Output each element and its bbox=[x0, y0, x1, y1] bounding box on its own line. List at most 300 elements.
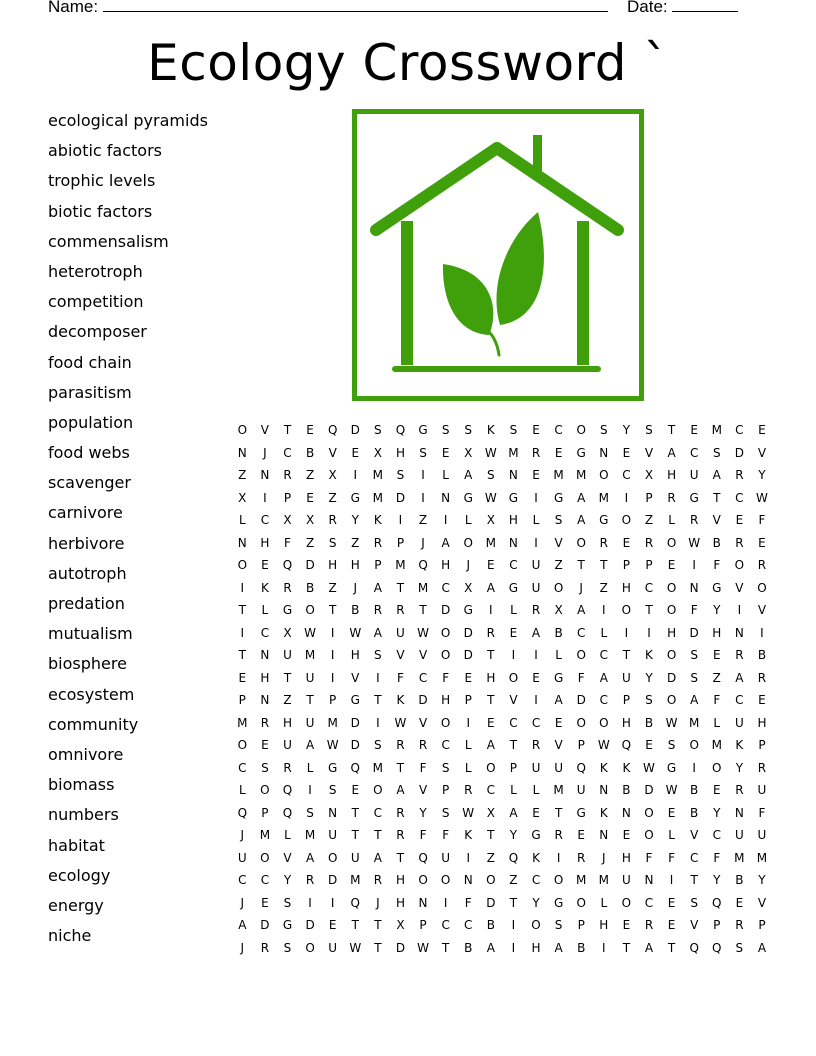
grid-letter[interactable]: O bbox=[237, 558, 248, 573]
grid-letter[interactable]: R bbox=[486, 625, 495, 640]
grid-letter[interactable]: A bbox=[509, 805, 518, 820]
grid-letter[interactable]: L bbox=[284, 828, 291, 843]
grid-letter[interactable]: K bbox=[396, 693, 405, 708]
grid-letter[interactable]: A bbox=[486, 940, 495, 955]
grid-letter[interactable]: V bbox=[735, 580, 744, 595]
grid-letter[interactable]: O bbox=[327, 850, 338, 865]
grid-letter[interactable]: G bbox=[553, 490, 564, 505]
grid-letter[interactable]: O bbox=[305, 603, 315, 618]
grid-letter[interactable]: K bbox=[622, 760, 631, 775]
grid-letter[interactable]: B bbox=[644, 715, 654, 730]
grid-letter[interactable]: I bbox=[602, 940, 606, 955]
grid-letter[interactable]: X bbox=[486, 513, 495, 528]
grid-letter[interactable]: H bbox=[531, 940, 541, 955]
grid-letter[interactable]: A bbox=[577, 513, 586, 528]
grid-letter[interactable]: I bbox=[376, 715, 380, 730]
grid-letter[interactable]: T bbox=[419, 603, 427, 618]
grid-letter[interactable]: E bbox=[735, 895, 744, 910]
grid-letter[interactable]: W bbox=[688, 535, 701, 550]
grid-letter[interactable]: X bbox=[464, 580, 473, 595]
grid-letter[interactable]: S bbox=[396, 468, 405, 483]
grid-letter[interactable]: B bbox=[690, 783, 699, 798]
grid-letter[interactable]: S bbox=[464, 423, 473, 438]
grid-letter[interactable]: U bbox=[757, 828, 767, 843]
grid-letter[interactable]: E bbox=[441, 445, 450, 460]
grid-letter[interactable]: S bbox=[419, 445, 427, 460]
grid-letter[interactable]: Y bbox=[758, 873, 766, 888]
grid-letter[interactable]: E bbox=[261, 738, 269, 753]
grid-letter[interactable]: T bbox=[306, 693, 314, 708]
grid-letter[interactable]: W bbox=[597, 738, 610, 753]
grid-letter[interactable]: I bbox=[556, 850, 561, 865]
grid-letter[interactable]: W bbox=[462, 805, 475, 820]
grid-letter[interactable]: E bbox=[645, 738, 653, 753]
grid-letter[interactable]: O bbox=[260, 850, 270, 865]
grid-letter[interactable]: M bbox=[417, 580, 429, 595]
grid-letter[interactable]: V bbox=[690, 918, 699, 933]
grid-letter[interactable]: I bbox=[602, 603, 606, 618]
grid-letter[interactable]: L bbox=[510, 603, 517, 618]
grid-letter[interactable]: U bbox=[621, 670, 631, 685]
grid-letter[interactable]: Y bbox=[758, 468, 766, 483]
grid-letter[interactable]: F bbox=[758, 513, 766, 528]
grid-letter[interactable]: B bbox=[464, 940, 473, 955]
grid-letter[interactable]: U bbox=[396, 625, 405, 640]
grid-letter[interactable]: C bbox=[486, 783, 496, 798]
grid-letter[interactable]: Q bbox=[418, 850, 428, 865]
grid-letter[interactable]: P bbox=[238, 693, 246, 708]
grid-letter[interactable]: L bbox=[600, 895, 608, 910]
grid-letter[interactable]: T bbox=[487, 828, 495, 843]
grid-letter[interactable]: Y bbox=[509, 828, 518, 843]
grid-letter[interactable]: L bbox=[464, 738, 472, 753]
grid-letter[interactable]: T bbox=[374, 940, 382, 955]
grid-letter[interactable]: I bbox=[308, 895, 312, 910]
grid-letter[interactable]: P bbox=[509, 760, 518, 775]
grid-letter[interactable]: E bbox=[577, 828, 585, 843]
grid-letter[interactable]: G bbox=[463, 603, 473, 618]
grid-letter[interactable]: A bbox=[486, 580, 495, 595]
grid-letter[interactable]: W bbox=[484, 490, 497, 505]
grid-letter[interactable]: G bbox=[553, 670, 564, 685]
grid-letter[interactable]: V bbox=[328, 445, 337, 460]
grid-letter[interactable]: S bbox=[645, 423, 653, 438]
grid-letter[interactable]: I bbox=[489, 603, 493, 618]
grid-letter[interactable]: B bbox=[690, 805, 699, 820]
grid-letter[interactable]: Y bbox=[351, 513, 359, 528]
grid-letter[interactable]: R bbox=[599, 535, 608, 550]
grid-letter[interactable]: L bbox=[600, 625, 608, 640]
grid-letter[interactable]: S bbox=[487, 468, 495, 483]
grid-letter[interactable]: R bbox=[644, 918, 654, 933]
grid-letter[interactable]: T bbox=[622, 648, 631, 663]
grid-letter[interactable]: H bbox=[486, 670, 496, 685]
grid-letter[interactable]: R bbox=[531, 603, 541, 618]
grid-letter[interactable]: O bbox=[440, 873, 451, 888]
grid-letter[interactable]: W bbox=[349, 625, 362, 640]
grid-letter[interactable]: M bbox=[576, 873, 587, 888]
grid-letter[interactable]: R bbox=[260, 940, 270, 955]
grid-letter[interactable]: C bbox=[441, 738, 450, 753]
grid-letter[interactable]: G bbox=[712, 580, 722, 595]
grid-letter[interactable]: R bbox=[757, 760, 767, 775]
grid-letter[interactable]: O bbox=[666, 693, 677, 708]
grid-letter[interactable]: H bbox=[667, 468, 677, 483]
grid-letter[interactable]: O bbox=[576, 535, 586, 550]
grid-letter[interactable]: M bbox=[576, 468, 587, 483]
grid-letter[interactable]: O bbox=[553, 873, 564, 888]
grid-letter[interactable]: E bbox=[306, 423, 314, 438]
grid-letter[interactable]: R bbox=[757, 670, 767, 685]
grid-letter[interactable]: S bbox=[374, 423, 382, 438]
name-line[interactable] bbox=[103, 0, 608, 12]
grid-letter[interactable]: L bbox=[532, 513, 540, 528]
grid-letter[interactable]: B bbox=[554, 625, 563, 640]
grid-letter[interactable]: U bbox=[531, 580, 541, 595]
grid-letter[interactable]: I bbox=[443, 895, 448, 910]
grid-letter[interactable]: N bbox=[260, 693, 270, 708]
grid-letter[interactable]: O bbox=[576, 423, 586, 438]
grid-letter[interactable]: Q bbox=[576, 760, 586, 775]
grid-letter[interactable]: C bbox=[509, 558, 518, 573]
grid-letter[interactable]: O bbox=[621, 603, 632, 618]
grid-letter[interactable]: H bbox=[621, 850, 631, 865]
grid-letter[interactable]: W bbox=[665, 715, 678, 730]
grid-letter[interactable]: A bbox=[690, 693, 699, 708]
grid-letter[interactable]: H bbox=[260, 670, 270, 685]
grid-letter[interactable]: H bbox=[282, 715, 292, 730]
grid-letter[interactable]: C bbox=[554, 423, 563, 438]
grid-letter[interactable]: D bbox=[328, 873, 338, 888]
grid-letter[interactable]: L bbox=[238, 783, 246, 798]
grid-letter[interactable]: S bbox=[690, 670, 698, 685]
grid-letter[interactable]: R bbox=[396, 805, 405, 820]
grid-letter[interactable]: M bbox=[350, 873, 361, 888]
grid-letter[interactable]: N bbox=[260, 468, 270, 483]
grid-letter[interactable]: S bbox=[712, 445, 721, 460]
grid-letter[interactable]: O bbox=[666, 648, 677, 663]
grid-letter[interactable]: M bbox=[553, 783, 564, 798]
grid-letter[interactable]: F bbox=[442, 828, 450, 843]
grid-letter[interactable]: V bbox=[644, 445, 654, 460]
grid-letter[interactable]: E bbox=[712, 783, 721, 798]
grid-letter[interactable]: R bbox=[396, 603, 405, 618]
grid-letter[interactable]: P bbox=[419, 918, 427, 933]
grid-letter[interactable]: R bbox=[735, 468, 744, 483]
grid-letter[interactable]: M bbox=[598, 873, 609, 888]
grid-letter[interactable]: S bbox=[645, 693, 653, 708]
grid-letter[interactable]: T bbox=[509, 895, 518, 910]
grid-letter[interactable]: M bbox=[598, 490, 609, 505]
grid-letter[interactable]: A bbox=[441, 535, 450, 550]
grid-letter[interactable]: R bbox=[283, 580, 292, 595]
grid-letter[interactable]: O bbox=[237, 738, 248, 753]
grid-letter[interactable]: O bbox=[440, 648, 451, 663]
grid-letter[interactable]: O bbox=[666, 535, 677, 550]
grid-letter[interactable]: X bbox=[328, 468, 337, 483]
grid-letter[interactable]: B bbox=[351, 603, 360, 618]
grid-letter[interactable]: D bbox=[350, 715, 360, 730]
grid-letter[interactable]: R bbox=[373, 535, 383, 550]
grid-letter[interactable]: D bbox=[305, 558, 315, 573]
grid-letter[interactable]: U bbox=[734, 715, 744, 730]
grid-letter[interactable]: D bbox=[418, 693, 428, 708]
grid-letter[interactable]: I bbox=[534, 490, 538, 505]
grid-letter[interactable]: O bbox=[418, 873, 428, 888]
grid-letter[interactable]: A bbox=[554, 693, 563, 708]
grid-letter[interactable]: T bbox=[396, 760, 405, 775]
grid-letter[interactable]: C bbox=[622, 468, 631, 483]
name-field[interactable] bbox=[48, 0, 608, 17]
grid-letter[interactable]: R bbox=[418, 738, 428, 753]
grid-letter[interactable]: I bbox=[443, 513, 448, 528]
grid-letter[interactable]: U bbox=[350, 850, 360, 865]
grid-letter[interactable]: H bbox=[621, 715, 631, 730]
grid-letter[interactable]: I bbox=[692, 760, 696, 775]
grid-letter[interactable]: I bbox=[692, 558, 696, 573]
grid-letter[interactable]: R bbox=[577, 850, 586, 865]
grid-letter[interactable]: V bbox=[690, 828, 699, 843]
grid-letter[interactable]: S bbox=[509, 423, 518, 438]
grid-letter[interactable]: W bbox=[643, 760, 655, 775]
grid-letter[interactable]: S bbox=[441, 760, 450, 775]
grid-letter[interactable]: P bbox=[758, 738, 766, 753]
grid-letter[interactable]: F bbox=[577, 670, 585, 685]
grid-letter[interactable]: C bbox=[531, 873, 541, 888]
grid-letter[interactable]: G bbox=[576, 445, 586, 460]
grid-letter[interactable]: N bbox=[734, 625, 744, 640]
grid-letter[interactable]: C bbox=[599, 648, 608, 663]
grid-letter[interactable]: L bbox=[306, 760, 314, 775]
grid-letter[interactable]: Q bbox=[350, 895, 360, 910]
grid-letter[interactable]: P bbox=[622, 558, 631, 573]
grid-letter[interactable]: N bbox=[734, 805, 744, 820]
grid-letter[interactable]: S bbox=[374, 738, 382, 753]
grid-letter[interactable]: U bbox=[576, 783, 586, 798]
grid-letter[interactable]: Y bbox=[713, 603, 721, 618]
grid-letter[interactable]: F bbox=[690, 603, 698, 618]
grid-letter[interactable]: N bbox=[237, 535, 247, 550]
grid-letter[interactable]: I bbox=[511, 940, 516, 955]
date-line[interactable] bbox=[672, 0, 738, 12]
grid-letter[interactable]: M bbox=[508, 445, 519, 460]
grid-letter[interactable]: R bbox=[396, 828, 405, 843]
grid-letter[interactable]: L bbox=[668, 828, 675, 843]
grid-letter[interactable]: P bbox=[374, 558, 382, 573]
grid-letter[interactable]: I bbox=[737, 603, 742, 618]
grid-letter[interactable]: A bbox=[599, 670, 608, 685]
grid-letter[interactable]: E bbox=[622, 535, 631, 550]
grid-letter[interactable]: A bbox=[305, 850, 315, 865]
grid-letter[interactable]: E bbox=[735, 513, 744, 528]
grid-letter[interactable]: V bbox=[418, 783, 428, 798]
grid-letter[interactable]: B bbox=[622, 783, 631, 798]
grid-letter[interactable]: R bbox=[735, 648, 744, 663]
grid-letter[interactable]: A bbox=[644, 940, 654, 955]
grid-letter[interactable]: Q bbox=[689, 940, 699, 955]
grid-letter[interactable]: L bbox=[555, 648, 562, 663]
grid-letter[interactable]: O bbox=[576, 715, 586, 730]
grid-letter[interactable]: C bbox=[238, 760, 247, 775]
grid-letter[interactable]: K bbox=[735, 738, 744, 753]
grid-letter[interactable]: E bbox=[487, 715, 495, 730]
grid-letter[interactable]: E bbox=[261, 558, 269, 573]
grid-letter[interactable]: Z bbox=[509, 873, 518, 888]
grid-letter[interactable]: G bbox=[599, 513, 609, 528]
grid-letter[interactable]: N bbox=[599, 828, 609, 843]
grid-letter[interactable]: E bbox=[328, 918, 337, 933]
grid-letter[interactable]: O bbox=[576, 895, 586, 910]
grid-letter[interactable]: R bbox=[260, 715, 270, 730]
grid-letter[interactable]: B bbox=[486, 918, 495, 933]
grid-letter[interactable]: C bbox=[260, 873, 270, 888]
grid-letter[interactable]: A bbox=[577, 490, 586, 505]
grid-letter[interactable]: H bbox=[441, 558, 451, 573]
grid-letter[interactable]: M bbox=[711, 423, 722, 438]
grid-letter[interactable]: M bbox=[327, 715, 338, 730]
grid-letter[interactable]: C bbox=[464, 918, 473, 933]
grid-letter[interactable]: T bbox=[238, 648, 246, 663]
grid-letter[interactable]: Z bbox=[328, 580, 337, 595]
grid-letter[interactable]: V bbox=[351, 670, 360, 685]
grid-letter[interactable]: L bbox=[464, 760, 472, 775]
grid-letter[interactable]: I bbox=[376, 670, 380, 685]
grid-letter[interactable]: Q bbox=[508, 850, 519, 865]
grid-letter[interactable]: O bbox=[373, 783, 383, 798]
grid-letter[interactable]: U bbox=[734, 828, 744, 843]
grid-letter[interactable]: Z bbox=[644, 513, 654, 528]
grid-letter[interactable]: D bbox=[305, 918, 315, 933]
grid-letter[interactable]: X bbox=[396, 918, 405, 933]
grid-letter[interactable]: C bbox=[712, 828, 721, 843]
grid-letter[interactable]: S bbox=[374, 648, 382, 663]
grid-letter[interactable]: H bbox=[712, 625, 722, 640]
grid-letter[interactable]: I bbox=[511, 648, 516, 663]
grid-letter[interactable]: G bbox=[508, 490, 519, 505]
grid-letter[interactable]: G bbox=[531, 828, 541, 843]
grid-letter[interactable]: A bbox=[667, 445, 676, 460]
grid-letter[interactable]: C bbox=[735, 693, 744, 708]
grid-letter[interactable]: P bbox=[577, 918, 585, 933]
grid-letter[interactable]: B bbox=[305, 445, 315, 460]
grid-letter[interactable]: B bbox=[577, 940, 586, 955]
grid-letter[interactable]: D bbox=[463, 648, 473, 663]
grid-letter[interactable]: A bbox=[373, 580, 382, 595]
grid-letter[interactable]: I bbox=[240, 625, 245, 640]
grid-letter[interactable]: S bbox=[441, 805, 450, 820]
grid-letter[interactable]: O bbox=[237, 423, 248, 438]
grid-letter[interactable]: D bbox=[644, 783, 654, 798]
grid-letter[interactable]: R bbox=[305, 873, 315, 888]
grid-letter[interactable]: X bbox=[283, 625, 292, 640]
grid-letter[interactable]: X bbox=[305, 513, 315, 528]
grid-letter[interactable]: M bbox=[485, 535, 496, 550]
grid-letter[interactable]: T bbox=[396, 850, 405, 865]
grid-letter[interactable]: A bbox=[554, 940, 563, 955]
grid-letter[interactable]: A bbox=[305, 738, 315, 753]
grid-letter[interactable]: Z bbox=[283, 693, 292, 708]
grid-letter[interactable]: Z bbox=[599, 580, 608, 595]
grid-letter[interactable]: T bbox=[487, 693, 495, 708]
grid-letter[interactable]: A bbox=[531, 625, 541, 640]
grid-letter[interactable]: O bbox=[666, 580, 677, 595]
grid-letter[interactable]: E bbox=[758, 423, 766, 438]
grid-letter[interactable]: V bbox=[712, 513, 721, 528]
grid-letter[interactable]: O bbox=[621, 895, 632, 910]
grid-letter[interactable]: L bbox=[238, 513, 246, 528]
grid-letter[interactable]: T bbox=[238, 603, 246, 618]
grid-letter[interactable]: E bbox=[238, 670, 247, 685]
grid-letter[interactable]: P bbox=[442, 783, 450, 798]
grid-letter[interactable]: R bbox=[644, 535, 654, 550]
grid-letter[interactable]: K bbox=[599, 805, 608, 820]
grid-letter[interactable]: D bbox=[666, 670, 677, 685]
grid-letter[interactable]: B bbox=[305, 580, 315, 595]
grid-letter[interactable]: F bbox=[713, 558, 721, 573]
grid-letter[interactable]: V bbox=[260, 423, 269, 438]
grid-letter[interactable]: W bbox=[417, 940, 429, 955]
grid-letter[interactable]: W bbox=[304, 625, 317, 640]
grid-letter[interactable]: B bbox=[757, 648, 767, 663]
grid-letter[interactable]: R bbox=[531, 445, 541, 460]
grid-letter[interactable]: R bbox=[328, 513, 337, 528]
grid-letter[interactable]: O bbox=[486, 873, 496, 888]
grid-letter[interactable]: T bbox=[667, 940, 676, 955]
grid-letter[interactable]: V bbox=[418, 715, 428, 730]
grid-letter[interactable]: N bbox=[599, 783, 609, 798]
grid-letter[interactable]: G bbox=[576, 805, 586, 820]
grid-letter[interactable]: F bbox=[758, 805, 766, 820]
grid-letter[interactable]: R bbox=[735, 918, 744, 933]
grid-letter[interactable]: V bbox=[757, 445, 767, 460]
grid-letter[interactable]: P bbox=[622, 693, 631, 708]
grid-letter[interactable]: W bbox=[665, 783, 678, 798]
grid-letter[interactable]: C bbox=[644, 895, 654, 910]
grid-letter[interactable]: U bbox=[328, 828, 338, 843]
grid-letter[interactable]: I bbox=[240, 580, 245, 595]
grid-letter[interactable]: L bbox=[532, 783, 540, 798]
grid-letter[interactable]: I bbox=[534, 535, 538, 550]
grid-letter[interactable]: W bbox=[756, 490, 768, 505]
grid-letter[interactable]: A bbox=[396, 783, 405, 798]
grid-letter[interactable]: F bbox=[464, 895, 472, 910]
grid-letter[interactable]: R bbox=[283, 760, 292, 775]
grid-letter[interactable]: I bbox=[308, 783, 312, 798]
grid-letter[interactable]: E bbox=[758, 693, 766, 708]
grid-letter[interactable]: O bbox=[440, 715, 451, 730]
grid-letter[interactable]: G bbox=[282, 603, 293, 618]
grid-letter[interactable]: T bbox=[441, 940, 450, 955]
grid-letter[interactable]: I bbox=[511, 918, 516, 933]
grid-letter[interactable]: Z bbox=[328, 490, 337, 505]
grid-letter[interactable]: S bbox=[735, 940, 744, 955]
grid-letter[interactable]: K bbox=[486, 423, 495, 438]
grid-letter[interactable]: Q bbox=[712, 895, 722, 910]
grid-letter[interactable]: E bbox=[712, 648, 721, 663]
grid-letter[interactable]: H bbox=[508, 513, 518, 528]
grid-letter[interactable]: S bbox=[667, 738, 676, 753]
grid-letter[interactable]: Z bbox=[486, 850, 495, 865]
grid-letter[interactable]: T bbox=[283, 670, 292, 685]
grid-letter[interactable]: R bbox=[531, 738, 541, 753]
grid-letter[interactable]: A bbox=[757, 940, 767, 955]
grid-letter[interactable]: Q bbox=[621, 738, 632, 753]
grid-letter[interactable]: K bbox=[645, 648, 653, 663]
grid-letter[interactable]: O bbox=[576, 648, 586, 663]
grid-letter[interactable]: M bbox=[395, 558, 406, 573]
grid-letter[interactable]: N bbox=[463, 873, 473, 888]
grid-letter[interactable]: J bbox=[240, 940, 245, 955]
